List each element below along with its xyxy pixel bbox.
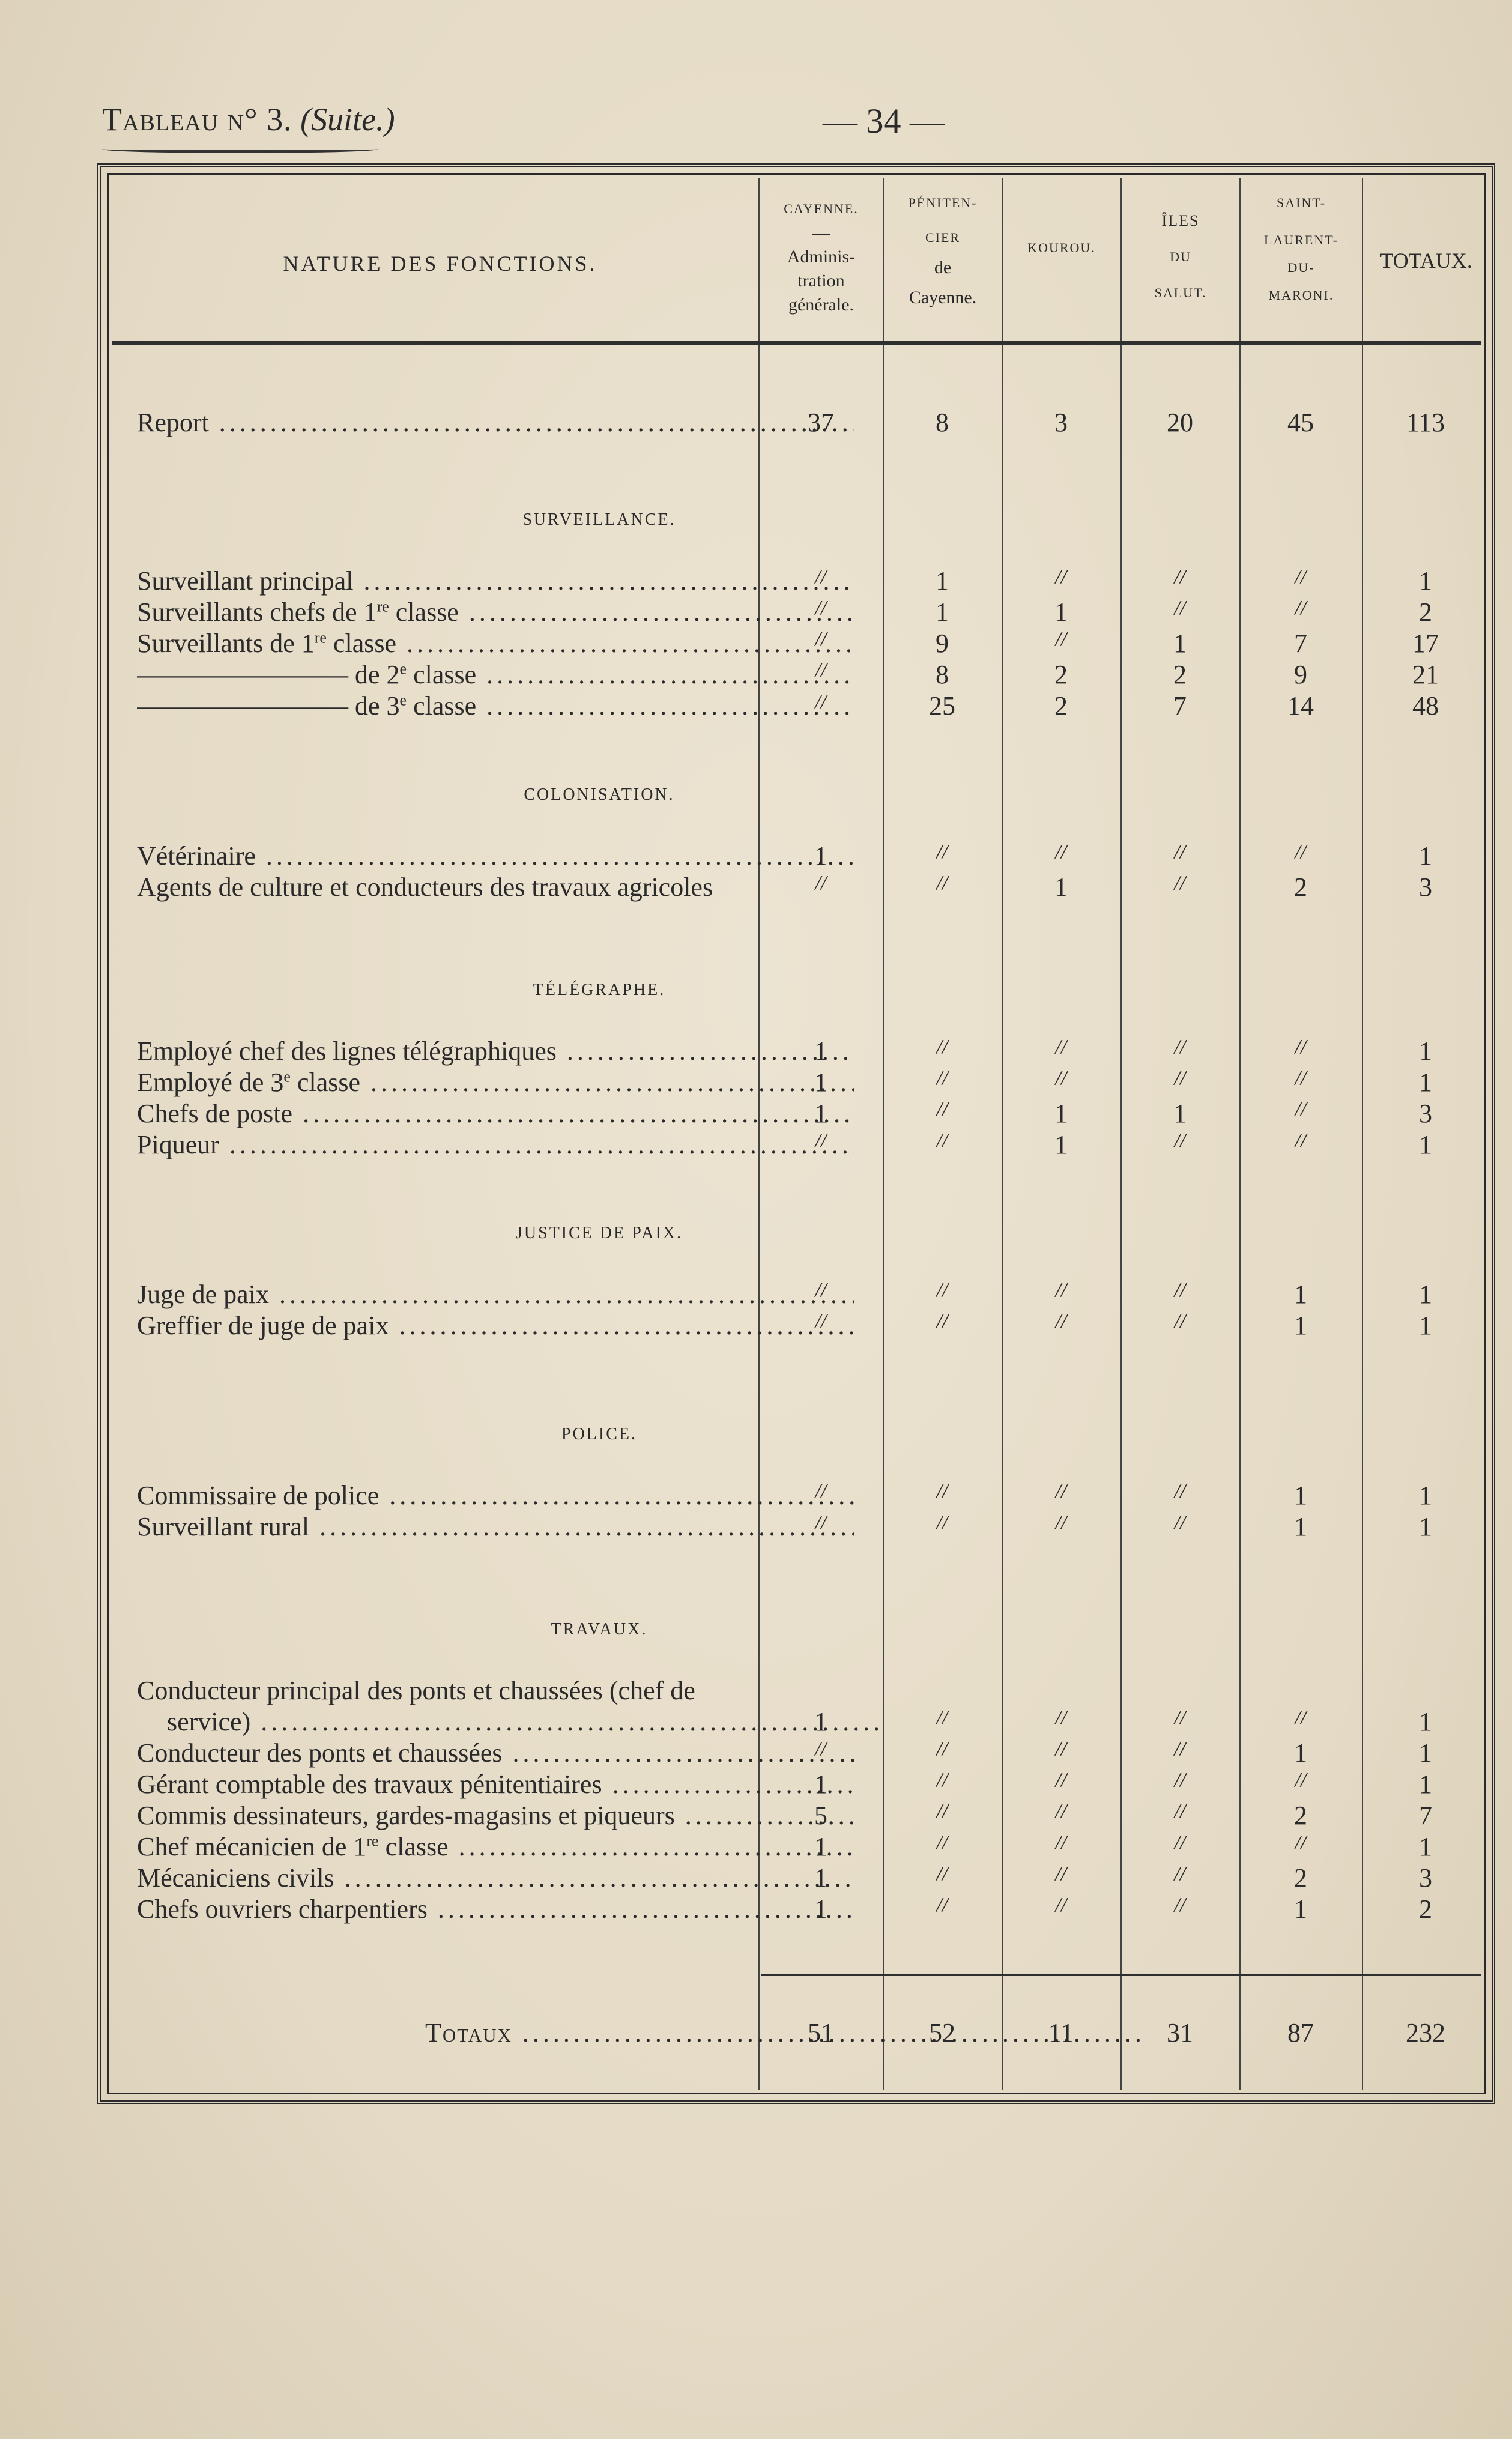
- section-title: JUSTICE DE PAIX.: [516, 1224, 683, 1242]
- column-divider: [1362, 178, 1363, 2090]
- row-value: 1: [814, 1770, 827, 1799]
- row-value: //: [1174, 1831, 1186, 1854]
- row-value: //: [815, 872, 827, 894]
- row-value: 2: [1294, 1863, 1307, 1893]
- table-row: [101, 1800, 1499, 1833]
- row-value: 1: [1294, 1894, 1307, 1924]
- row-value: 7: [1294, 629, 1307, 658]
- row-value: //: [936, 1310, 948, 1332]
- row-value: //: [1295, 1098, 1307, 1120]
- row-label: Surveillant rural .....: [137, 1511, 854, 1542]
- row-value: 1: [1419, 1130, 1432, 1159]
- row-value: //: [1295, 841, 1307, 863]
- table-row: [101, 872, 1499, 904]
- row-value: 3: [1054, 408, 1068, 437]
- header-penitencier: PÉNITEN- CIER de Cayenne.: [908, 195, 978, 307]
- row-value: //: [815, 1129, 827, 1152]
- section-title: TRAVAUX.: [551, 1620, 648, 1639]
- table-row: [101, 1511, 1499, 1544]
- row-value: 3: [1419, 1863, 1432, 1893]
- row-value: 45: [1287, 408, 1314, 437]
- row-value: 1: [814, 1832, 827, 1861]
- row-value: 21: [1412, 660, 1439, 689]
- row-label: Surveillants chefs de 1re classe .....: [137, 597, 854, 627]
- row-value: 1: [1419, 1738, 1432, 1768]
- row-value: 1: [1054, 1130, 1068, 1159]
- row-value: //: [936, 872, 948, 894]
- row-value: //: [1174, 597, 1186, 619]
- row-value: //: [1174, 1067, 1186, 1089]
- row-value: //: [1174, 1310, 1186, 1332]
- row-value: 2: [1294, 1801, 1307, 1830]
- row-value: //: [1055, 1310, 1067, 1332]
- header-iles-du-salut: ÎLES DU SALUT.: [1154, 212, 1207, 300]
- row-value: //: [1055, 1036, 1067, 1058]
- row-label: Piqueur .....: [137, 1129, 854, 1160]
- row-value: 52: [929, 2018, 955, 2048]
- row-value: 1: [1419, 1068, 1432, 1097]
- row-value: //: [1174, 566, 1186, 588]
- row-label: Greffier de juge de paix .....: [137, 1310, 854, 1341]
- row-value: //: [1174, 841, 1186, 863]
- row-value: 1: [1419, 841, 1432, 871]
- column-divider: [1002, 178, 1003, 2090]
- row-value: 8: [936, 408, 949, 437]
- section-title: COLONISATION.: [524, 785, 675, 804]
- row-value: 1: [1419, 1481, 1432, 1510]
- row-label: Chefs de poste .....: [137, 1098, 854, 1129]
- row-value: 1: [1294, 1738, 1307, 1768]
- section-title: TÉLÉGRAPHE.: [533, 981, 666, 999]
- row-value: 1: [1419, 1707, 1432, 1736]
- row-value: 1: [1419, 1832, 1432, 1861]
- row-value: 2: [1294, 872, 1307, 902]
- row-value: 1: [1419, 1311, 1432, 1340]
- row-value: 1: [814, 1068, 827, 1097]
- row-value: //: [936, 1800, 948, 1822]
- row-label: Chef mécanicien de 1re classe .....: [137, 1831, 854, 1862]
- row-value: //: [1295, 1706, 1307, 1729]
- row-value: 1: [1419, 1036, 1432, 1066]
- row-value: 1: [814, 1894, 827, 1924]
- row-value: //: [815, 566, 827, 588]
- row-value: 87: [1287, 2018, 1314, 2048]
- row-value: 1: [1054, 872, 1068, 902]
- row-value: //: [1174, 1036, 1186, 1058]
- row-value: //: [936, 1511, 948, 1534]
- row-value: //: [1055, 1894, 1067, 1916]
- table-row: [101, 1675, 1499, 1708]
- row-label: Commissaire de police .....: [137, 1480, 854, 1511]
- row-value: 9: [936, 629, 949, 658]
- row-value: //: [1055, 628, 1067, 650]
- row-label: Conducteur principal des ponts et chaussées (chef de: [137, 1676, 695, 1705]
- row-value: //: [1055, 1831, 1067, 1854]
- row-value: 1: [936, 566, 949, 596]
- section-title: SURVEILLANCE.: [522, 510, 676, 529]
- row-value: //: [936, 1894, 948, 1916]
- table-row: [101, 1129, 1499, 1162]
- row-label: Totaux .....: [425, 2017, 1143, 2048]
- table-row: [101, 1706, 1499, 1739]
- row-value: //: [936, 1738, 948, 1760]
- row-value: //: [936, 1831, 948, 1854]
- row-value: 3: [1419, 872, 1432, 902]
- table-row: [101, 1831, 1499, 1864]
- row-value: 14: [1287, 691, 1314, 721]
- header-totaux: TOTAUX.: [1380, 249, 1472, 273]
- row-value: //: [815, 1310, 827, 1332]
- row-value: 1: [814, 1863, 827, 1893]
- row-value: 2: [1173, 660, 1187, 689]
- row-value: 1: [1419, 1280, 1432, 1309]
- row-value: //: [936, 1706, 948, 1729]
- row-value: 1: [1419, 566, 1432, 596]
- table-row: [101, 1480, 1499, 1513]
- header-flourish: [102, 145, 378, 153]
- row-label: Report .....: [137, 407, 854, 438]
- column-divider: [883, 178, 884, 2090]
- row-value: //: [1174, 1129, 1186, 1152]
- header-rule: [112, 341, 1481, 345]
- table-row: [101, 566, 1499, 598]
- row-value: //: [936, 1067, 948, 1089]
- row-value: //: [815, 597, 827, 619]
- row-value: //: [815, 659, 827, 682]
- row-label: Chefs ouvriers charpentiers .....: [137, 1894, 854, 1924]
- table-row: [101, 1036, 1499, 1068]
- row-value: //: [1174, 1800, 1186, 1822]
- row-value: //: [1055, 566, 1067, 588]
- row-value: //: [1174, 1894, 1186, 1916]
- page-number: — 34 —: [823, 101, 945, 141]
- row-value: //: [815, 1279, 827, 1301]
- section-title: POLICE.: [561, 1425, 637, 1443]
- row-value: //: [1295, 1036, 1307, 1058]
- column-divider: [1239, 178, 1241, 2090]
- row-value: 1: [1419, 1512, 1432, 1541]
- row-value: //: [936, 841, 948, 863]
- row-value: 48: [1412, 691, 1439, 721]
- row-value: //: [815, 1480, 827, 1502]
- row-value: 2: [1054, 660, 1068, 689]
- row-value: //: [1174, 872, 1186, 894]
- row-value: 1: [1294, 1512, 1307, 1541]
- column-divider: [1120, 178, 1122, 2090]
- row-value: 1: [814, 1099, 827, 1128]
- row-value: //: [936, 1480, 948, 1502]
- row-label: Surveillants de 1re classe .....: [137, 628, 854, 659]
- row-value: //: [1055, 1863, 1067, 1885]
- row-value: //: [1174, 1480, 1186, 1502]
- row-label: Employé de 3e classe .....: [137, 1067, 854, 1098]
- table-row: [101, 1738, 1499, 1770]
- table-row: [101, 1863, 1499, 1895]
- row-value: 1: [1294, 1481, 1307, 1510]
- table-row: [101, 1279, 1499, 1311]
- row-value: 8: [936, 660, 949, 689]
- row-value: //: [1055, 1706, 1067, 1729]
- table-row: [101, 1310, 1499, 1343]
- table-row: [101, 1769, 1499, 1801]
- row-value: //: [1174, 1511, 1186, 1534]
- table-row: [101, 1067, 1499, 1099]
- row-value: 11: [1048, 2018, 1074, 2048]
- row-value: 1: [936, 597, 949, 627]
- header-cayenne: CAYENNE. — Adminis- tration générale.: [784, 201, 859, 315]
- table-row: [101, 407, 1499, 440]
- row-value: //: [815, 628, 827, 650]
- row-label: ———————— de 2e classe .....: [137, 659, 854, 690]
- row-value: 1: [1173, 1099, 1187, 1128]
- row-value: 1: [1294, 1311, 1307, 1340]
- row-value: //: [1295, 1067, 1307, 1089]
- header-saint-laurent: SAINT- LAURENT- DU- MARONI.: [1264, 195, 1338, 303]
- table-row: [101, 597, 1499, 629]
- table-row: [101, 2017, 1499, 2050]
- row-label: Juge de paix .....: [137, 1279, 854, 1310]
- row-value: 20: [1167, 408, 1193, 437]
- row-label: ———————— de 3e classe .....: [137, 691, 854, 721]
- row-value: //: [1055, 1279, 1067, 1301]
- row-value: //: [1174, 1279, 1186, 1301]
- row-value: 113: [1406, 408, 1445, 437]
- row-label: Gérant comptable des travaux pénitentiaires .....: [137, 1769, 854, 1800]
- row-value: //: [1295, 566, 1307, 588]
- row-value: //: [1055, 1067, 1067, 1089]
- row-value: 3: [1419, 1099, 1432, 1128]
- row-value: //: [1295, 1831, 1307, 1854]
- row-value: //: [1174, 1769, 1186, 1791]
- row-value: 1: [814, 841, 827, 871]
- row-value: //: [1174, 1738, 1186, 1760]
- row-value: 1: [1173, 629, 1187, 658]
- table-label: Tableau n° 3. (Suite.): [102, 101, 395, 138]
- totals-rule: [761, 1974, 1481, 1976]
- row-value: 2: [1419, 597, 1432, 627]
- row-value: 37: [808, 408, 834, 437]
- row-value: //: [1295, 1129, 1307, 1152]
- row-value: 17: [1412, 629, 1439, 658]
- running-head: [102, 101, 1423, 143]
- row-value: //: [1055, 841, 1067, 863]
- row-label: Vétérinaire .....: [137, 841, 854, 871]
- row-label: Mécaniciens civils .....: [137, 1863, 854, 1893]
- row-label: Surveillant principal .....: [137, 566, 854, 596]
- row-value: //: [936, 1098, 948, 1120]
- table-row: [101, 841, 1499, 873]
- row-value: //: [1055, 1480, 1067, 1502]
- row-value: 5: [814, 1801, 827, 1830]
- row-value: 25: [929, 691, 955, 721]
- row-value: //: [815, 1738, 827, 1760]
- row-value: //: [936, 1279, 948, 1301]
- row-value: 1: [1054, 597, 1068, 627]
- row-label: Agents de culture et conducteurs des travaux agricoles: [137, 872, 713, 902]
- row-value: //: [1055, 1769, 1067, 1791]
- table: [97, 163, 1495, 2104]
- row-value: //: [1055, 1800, 1067, 1822]
- row-value: //: [936, 1769, 948, 1791]
- header-kourou: KOUROU.: [1027, 240, 1096, 255]
- table-row: [101, 1894, 1499, 1926]
- row-value: 232: [1406, 2018, 1445, 2048]
- row-value: //: [815, 1511, 827, 1534]
- row-value: 1: [814, 1036, 827, 1066]
- row-value: //: [1055, 1738, 1067, 1760]
- row-value: //: [1295, 1769, 1307, 1791]
- header-nature: NATURE DES FONCTIONS.: [283, 252, 597, 276]
- row-value: 7: [1173, 691, 1187, 721]
- row-label: Commis dessinateurs, gardes-magasins et piqueurs .....: [137, 1800, 854, 1831]
- row-value: 2: [1419, 1894, 1432, 1924]
- row-label: Conducteur des ponts et chaussées .....: [137, 1738, 854, 1768]
- table-row: [101, 628, 1499, 660]
- row-value: //: [936, 1036, 948, 1058]
- row-value: //: [1174, 1863, 1186, 1885]
- row-value: //: [815, 691, 827, 713]
- table-row: [101, 691, 1499, 723]
- row-value: 1: [1419, 1770, 1432, 1799]
- table-row: [101, 1098, 1499, 1131]
- row-value: 1: [814, 1707, 827, 1736]
- row-value: //: [936, 1129, 948, 1152]
- row-label: Employé chef des lignes télégraphiques .....: [137, 1036, 854, 1066]
- row-label: service) .....: [167, 1706, 885, 1737]
- row-value: 1: [1054, 1099, 1068, 1128]
- row-value: 51: [808, 2018, 834, 2048]
- column-divider: [758, 178, 760, 2090]
- table-row: [101, 659, 1499, 692]
- suite-label: (Suite.): [300, 101, 395, 138]
- row-value: 31: [1167, 2018, 1193, 2048]
- row-value: 1: [1294, 1280, 1307, 1309]
- row-value: 7: [1419, 1801, 1432, 1830]
- row-value: //: [1174, 1706, 1186, 1729]
- row-value: //: [1295, 597, 1307, 619]
- row-value: 2: [1054, 691, 1068, 721]
- row-value: 9: [1294, 660, 1307, 689]
- row-value: //: [936, 1863, 948, 1885]
- row-value: //: [1055, 1511, 1067, 1534]
